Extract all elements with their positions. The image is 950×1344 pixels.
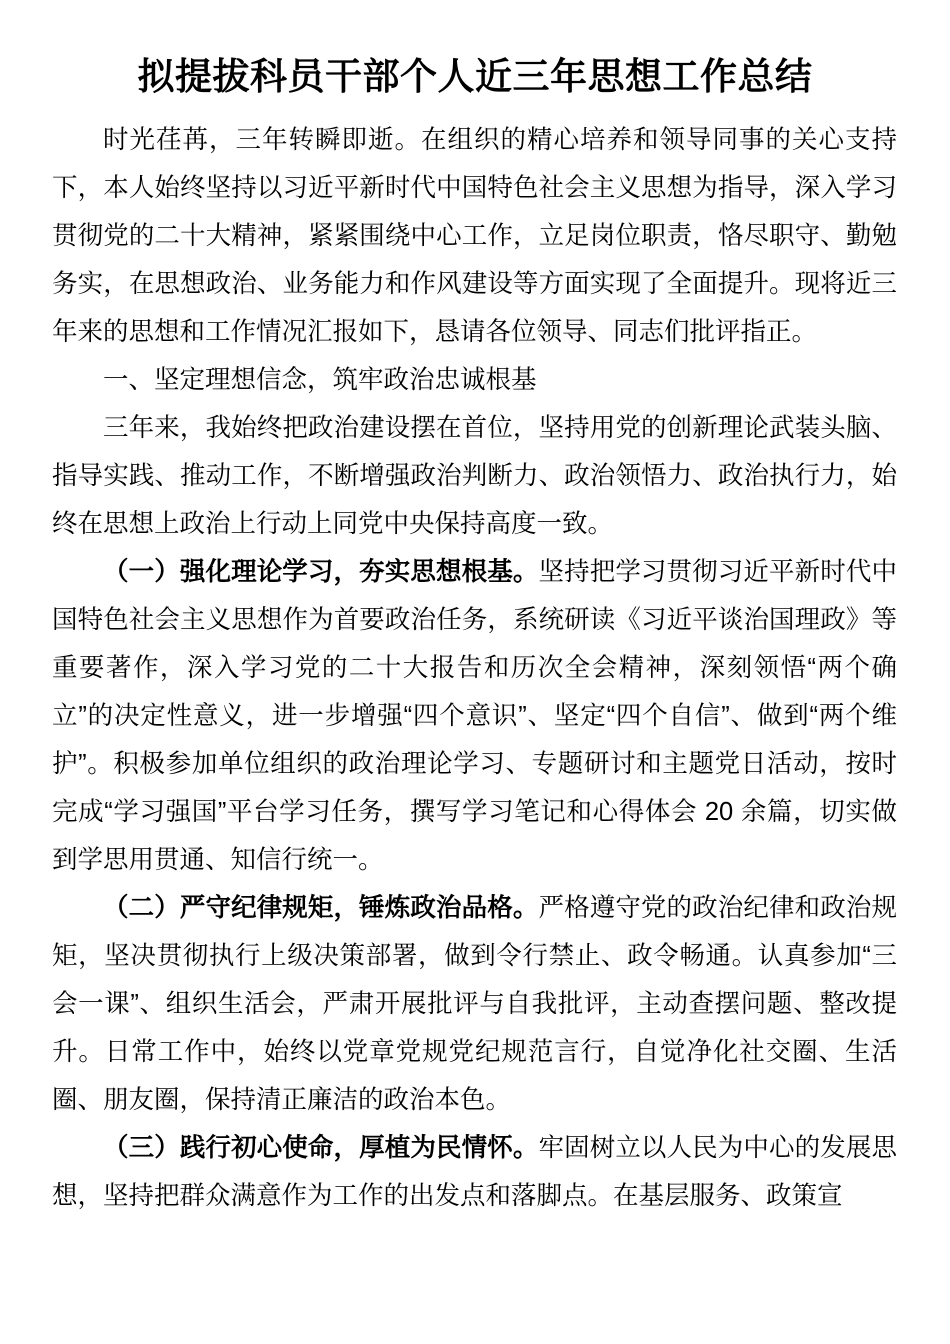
subsection-two-body: 严格遵守党的政治纪律和政治规矩，坚决贯彻执行上级决策部署，做到令行禁止、政令畅通。认真参加“三会一课”、组织生活会，严肃开展批评与自我批评，主动查摆问题、整改提升。日常工作中，始终以党章党规党纪规范言行，自觉净化社交圈、生活圈、朋友圈，保持清正廉洁的政治本色。 [52, 894, 897, 1114]
subsection-three-lead: （三）践行初心使命，厚植为民情怀。 [103, 1134, 539, 1162]
page-title: 拟提拔科员干部个人近三年思想工作总结 [137, 56, 813, 97]
section-one-intro-paragraph: 三年来，我始终把政治建设摆在首位，坚持用党的创新理论武装头脑、指导实践、推动工作，不断增强政治判断力、政治领悟力、政治执行力，始终在思想上政治上行动上同党中央保持高度一致。 [52, 414, 897, 538]
subsection-one-paragraph [52, 548, 897, 884]
subsection-two-paragraph [52, 884, 897, 1124]
subsection-one-body: 坚持把学习贯彻习近平新时代中国特色社会主义思想作为首要政治任务，系统研读《习近平谈治国理政》等重要著作，深入学习党的二十大报告和历次全会精神，深刻领悟“两个确立”的决定性意义，进一步增强“四个意识”、坚定“四个自信”、做到“两个维护”。积极参加单位组织的政治理论学习、专题研讨和主题党日活动，按时完成“学习强国”平台学习任务，撰写学习笔记和心得体会 20 余篇，切实做到学思用贯通、知信行统一。 [52, 558, 897, 874]
subsection-one-lead: （一）强化理论学习，夯实思想根基。 [103, 558, 539, 586]
document-body [0, 116, 950, 1220]
subsection-two-lead: （二）严守纪律规矩，锤炼政治品格。 [103, 894, 539, 922]
opening-paragraph: 时光荏苒，三年转瞬即逝。在组织的精心培养和领导同事的关心支持下，本人始终坚持以习近平新时代中国特色社会主义思想为指导，深入学习贯彻党的二十大精神，紧紧围绕中心工作，立足岗位职责，恪尽职守、勤勉务实，在思想政治、业务能力和作风建设等方面实现了全面提升。现将近三年来的思想和工作情况汇报如下，恳请各位领导、同志们批评指正。 [52, 126, 897, 346]
subsection-three-body: 牢固树立以人民为中心的发展思想，坚持把群众满意作为工作的出发点和落脚点。在基层服务、政策宣 [52, 1134, 897, 1210]
section-heading-one: 一、坚定理想信念，筑牢政治忠诚根基 [103, 366, 537, 394]
subsection-three-paragraph [52, 1124, 897, 1220]
